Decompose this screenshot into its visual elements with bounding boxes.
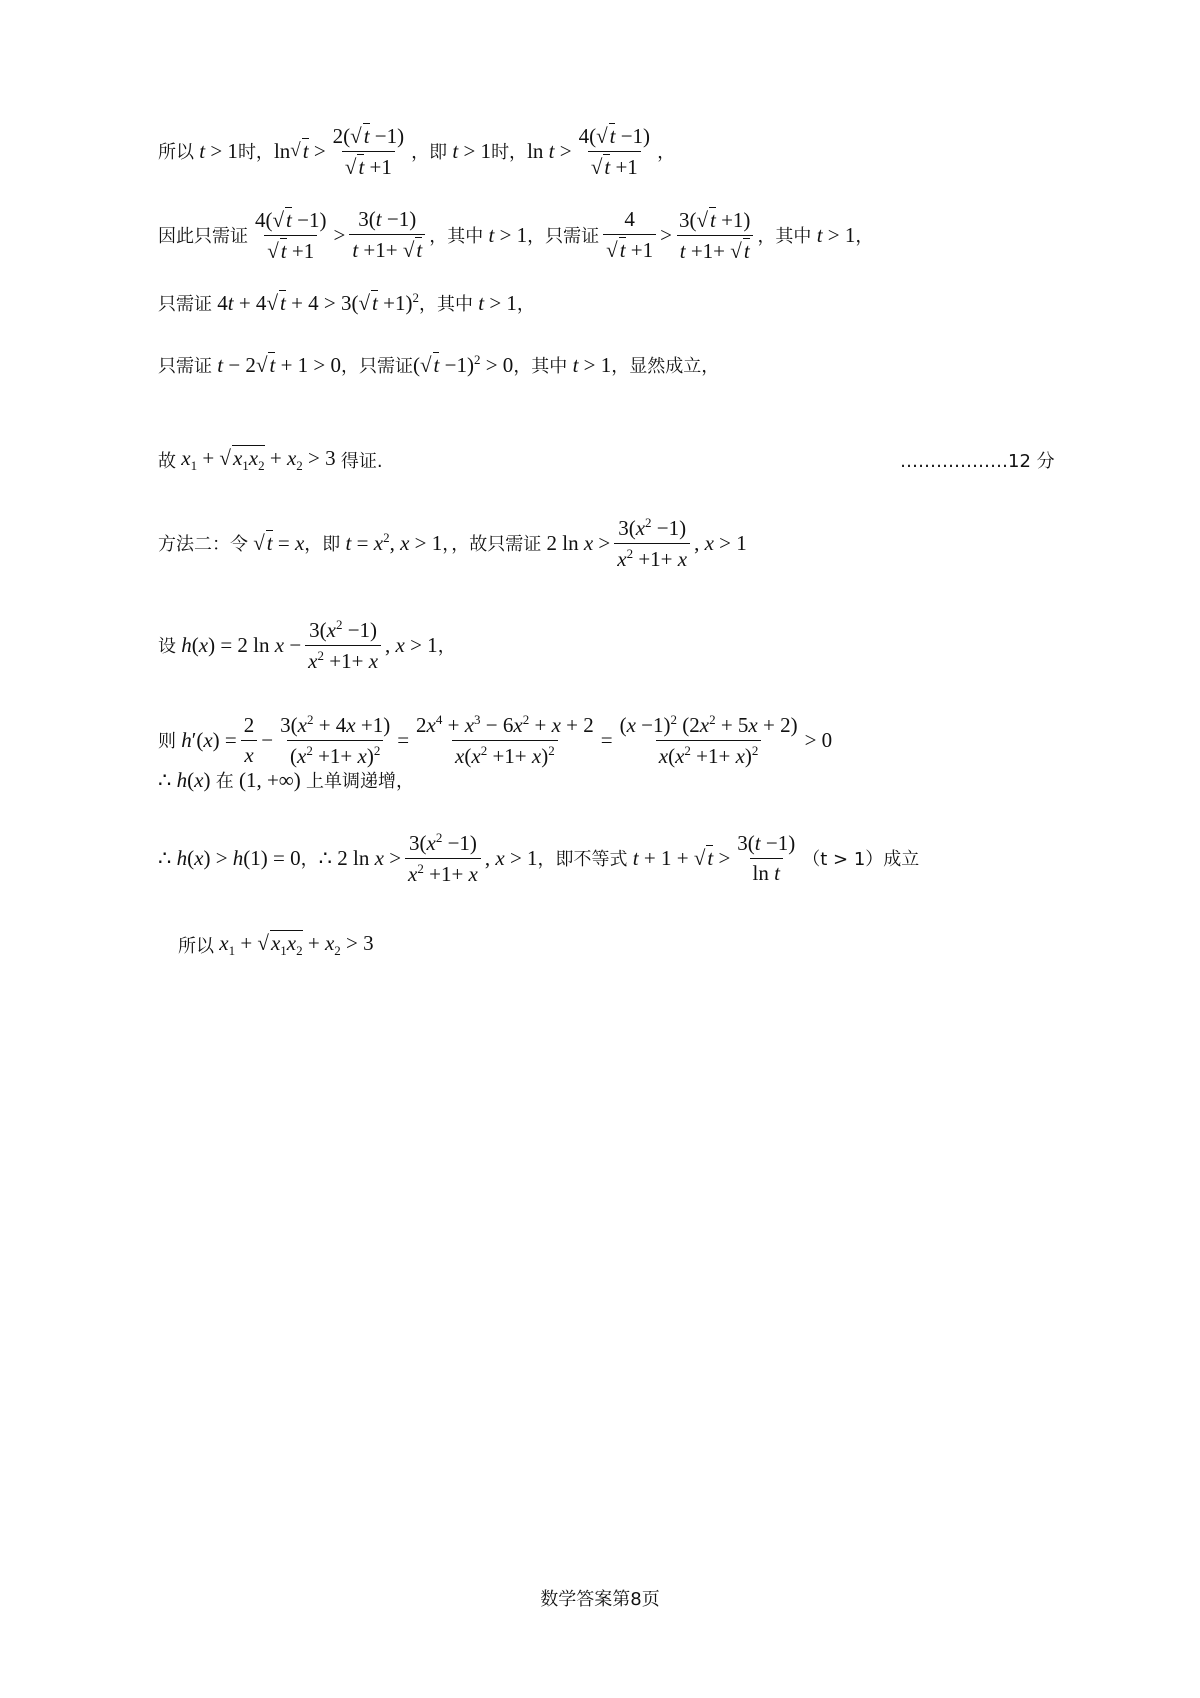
fraction: $\frac{3(t -1)}{t +1+ √t}$	[349, 207, 425, 263]
text-zhixuzheng-b: 只需证	[158, 356, 212, 377]
line-2: 因此只需证 $\frac{4(√t -1)}{√t +1}$ > $\frac{3(t -1)}{t +1+ √t}$ ，其中 t > 1 ，只需证 $\frac{4}{√t +1}$ > $\frac{3(√t +1)}{t +1+ √t}$ ，其中 t > 1 ，	[158, 207, 874, 263]
fraction: $\frac{4}{√t +1}$	[603, 207, 656, 263]
text-fangfa2: 方法二：令	[158, 534, 248, 555]
text-dandiao: 上单调递增，	[306, 771, 415, 792]
line-3: 只需证 $4t + 4√t + 4 > 3(√t +1)^2$ ，其中 t > 1 ，	[158, 290, 535, 315]
fraction: $\frac{3(x^2 + 4x +1)}{(x^2 +1+ x)^2}$	[280, 711, 391, 768]
fraction: $\frac{(x -1)^2 (2x^2 + 5x + 2)}{x(x^2 +1+ x)^2}$	[619, 711, 798, 768]
text-zhixuzheng: 只需证	[158, 294, 212, 315]
line-5: 故 $x_1 + √x_1x_2 + x_2 > 3$ 得证.	[158, 446, 383, 474]
line-8: 则 h′(x) = $\frac{2}{x}$ − $\frac{3(x^2 + 4x +1)}{(x^2 +1+ x)^2}$ = $\frac{2x^4 + x^3 - 6x^2 + x + 2}{x(x^2 +1+ x)^2}$ = $\frac{(x -1)^2 (2x^2 + 5x + 2)}{x(x^2 +1+ x)^2}$ > 0	[158, 711, 833, 768]
text-yinci: 因此只需证	[158, 226, 248, 247]
text-gu: 故	[158, 451, 176, 472]
text-comma-7: ，	[437, 636, 456, 657]
text-shi-2: 时，	[491, 142, 528, 163]
text-qizhong: ，其中	[429, 226, 484, 247]
line-6: 方法二：令 √t = x ，即 $t = x^2$, x > 1 ，，故只需证 2 ln x > $\frac{3(x^2 -1)}{x^2 +1+ x}$ , x > 1	[158, 514, 747, 571]
therefore-symbol-2: ∴	[158, 845, 172, 870]
line-4: 只需证 t − 2√t + 1 > 0 ，只需证 $(√t -1)^2 > 0$ ，其中 t > 1 ，显然成立，	[158, 352, 720, 377]
text-shi: 时，	[237, 142, 274, 163]
fraction: $\frac{4(√t -1)}{√t +1}$	[255, 207, 327, 263]
text-chengli: 成立	[883, 849, 920, 870]
line-7: 设 h(x) = 2 ln x − $\frac{3(x^2 -1)}{x^2 +1+ x}$ , x > 1 ，	[158, 616, 456, 673]
text-dezheng: 得证.	[340, 451, 383, 472]
text-xianran: ，显然成立，	[611, 356, 720, 377]
text-ji-2: ，即	[304, 534, 341, 555]
text-she: 设	[158, 636, 176, 657]
fraction: $\frac{3(x^2 -1)}{x^2 +1+ x}$	[405, 830, 481, 887]
text-ze: 则	[158, 731, 176, 752]
text-suoyi-2: 所以	[178, 936, 214, 957]
text-zai: 在	[215, 771, 234, 792]
therefore-symbol: ∴	[158, 767, 172, 792]
text-zhixuzheng-c: ，只需证	[341, 356, 413, 377]
therefore-symbol-3: ∴	[318, 845, 333, 870]
text-ji: ，即	[411, 142, 448, 163]
line-10: ∴ h(x) > h(1) = 0 ， ∴ 2 ln x > $\frac{3(x^2 -1)}{x^2 +1+ x}$ , x > 1 ，即不等式 t + 1 + √t > $\frac{3(t -1)}{\text{ln t}}$ （t > 1） 成立	[158, 829, 920, 886]
text-jibudengshi: ，即不等式	[537, 849, 628, 870]
score-marker: ………………12 分	[900, 451, 1055, 472]
fraction: $\frac{2(√t -1)}{√t +1}$	[332, 123, 405, 179]
line-11: 所以 $x_1 + √x_1x_2 + x_2 > 3$	[178, 931, 374, 959]
text-comma-2: ，	[855, 226, 874, 247]
line-9: ∴ h(x) 在 (1, +∞) 上单调递增，	[158, 767, 415, 792]
page-footer: 数学答案第8页	[540, 1589, 660, 1610]
text-zhixuzheng-2: ，只需证	[527, 226, 600, 247]
text-qizhong-4: ，其中	[513, 356, 568, 377]
fraction: $\frac{2x^4 + x^3 - 6x^2 + x + 2}{x(x^2 +1+ x)^2}$	[416, 711, 594, 768]
fraction: $\frac{2}{x}$	[241, 713, 258, 768]
text-tgt1: （t > 1）	[802, 849, 884, 870]
text-qizhong-3: ，其中	[418, 294, 473, 315]
fraction: $\frac{3(x^2 -1)}{x^2 +1+ x}$	[305, 617, 381, 674]
fraction: $\frac{3(√t +1)}{t +1+ √t}$	[676, 207, 753, 264]
fraction: $\frac{3(t -1)}{\text{ln t}}$	[737, 830, 796, 885]
text-qizhong-2: ，其中	[757, 226, 812, 247]
text-comma: ，	[657, 142, 676, 163]
text-comma-10: ，	[300, 849, 319, 870]
fraction: $\frac{4(√t -1)}{√t +1}$	[578, 123, 651, 179]
fraction: $\frac{3(x^2 -1)}{x^2 +1+ x}$	[614, 515, 690, 572]
line-1: 所以 t > 1 时， ln √ t > $\frac{2(√t -1)}{√t +1}$ ，即 t > 1 时， ln t > $\frac{4(√t -1)}{√t +1}$ ，	[158, 123, 676, 179]
text-comma-3: ，	[516, 294, 535, 315]
text-gu-2: ，，故只需证	[442, 534, 542, 555]
text-suoyi: 所以	[158, 142, 194, 163]
